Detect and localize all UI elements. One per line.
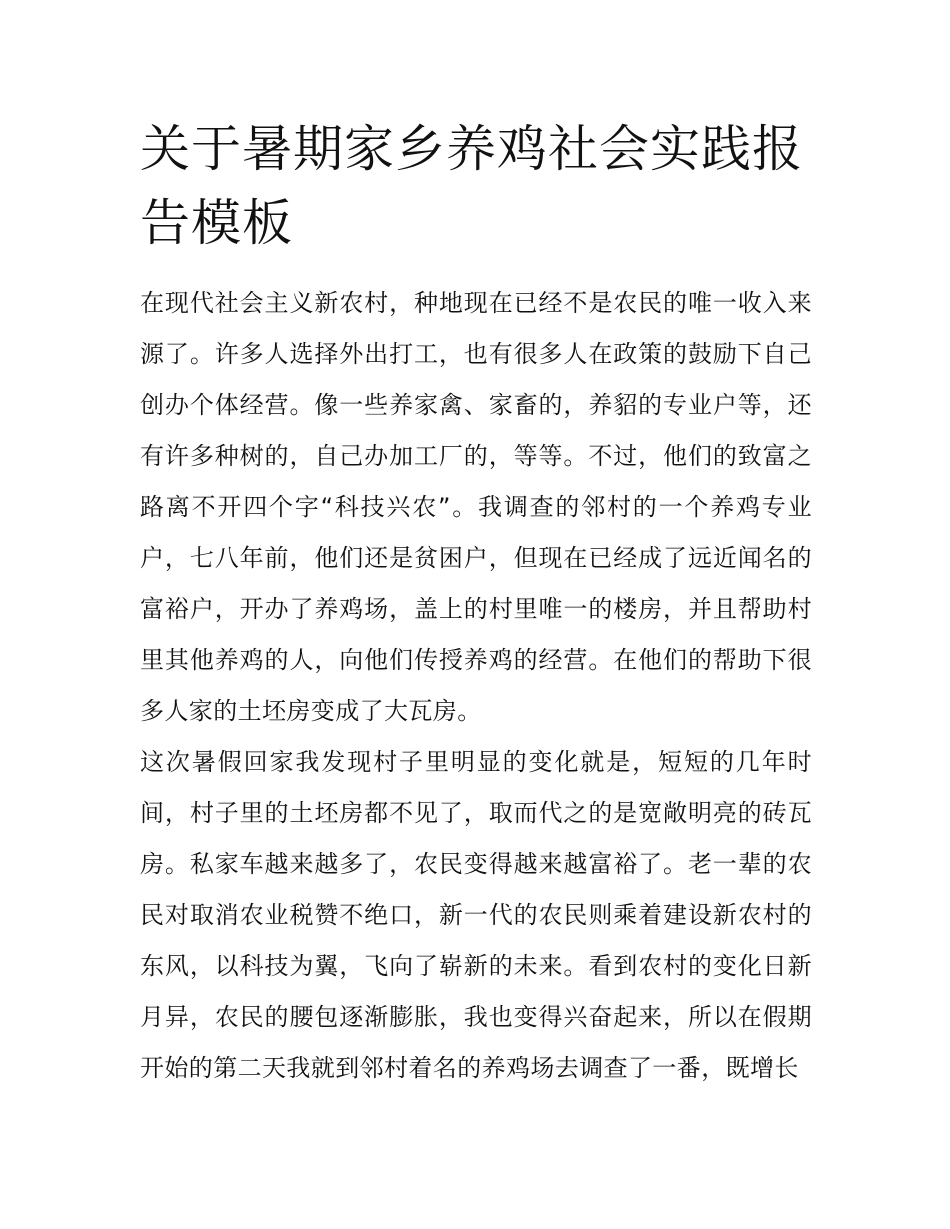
document-body bbox=[140, 278, 812, 1094]
paragraph-2: 这次暑假回家我发现村子里明显的变化就是，短短的几年时间，村子里的土坯房都不见了，取而代之的是宽敞明亮的砖瓦房。私家车越来越多了，农民变得越来越富裕了。老一辈的农民对取消农业税赞不绝口，新一代的农民则乘着建设新农村的东风，以科技为翼，飞向了崭新的未来。看到农村的变化日新月异，农民的腰包逐渐膨胀，我也变得兴奋起来，所以在假期开始的第二天我就到邻村着名的养鸡场去调查了一番，既增长 bbox=[140, 748, 812, 1082]
document-title: 关于暑期家乡养鸡社会实践报告模板 bbox=[140, 120, 803, 252]
paragraph-1: 在现代社会主义新农村，种地现在已经不是农民的唯一收入来源了。许多人选择外出打工，也有很多人在政策的鼓励下自己创办个体经营。像一些养家禽、家畜的，养貂的专业户等，还有许多种树的，自己办加工厂的，等等。不过，他们的致富之路离不开四个字“科技兴农”。我调查的邻村的一个养鸡专业户，七八年前，他们还是贫困户，但现在已经成了远近闻名的富裕户，开办了养鸡场，盖上的村里唯一的楼房，并且帮助村里其他养鸡的人，向他们传授养鸡的经营。在他们的帮助下很多人家的土坯房变成了大瓦房。 bbox=[140, 289, 812, 725]
